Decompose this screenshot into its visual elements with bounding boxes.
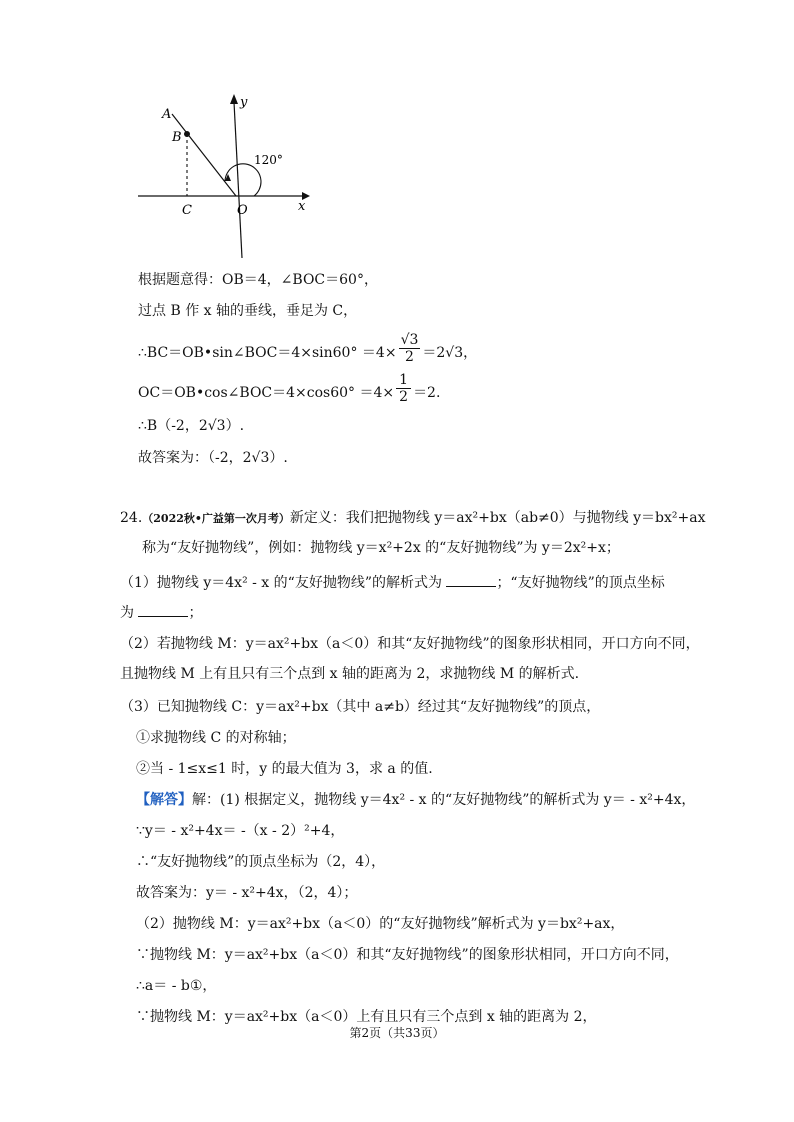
q1-text-a: （1）抛物线 y＝4x² - x 的“友好抛物线”的解析式为 [120,575,442,591]
solution-line-4 [138,372,440,408]
q1-text-b: ；“友好抛物线”的顶点坐标 [496,575,665,591]
solution-line-2: 过点 B 作 x 轴的垂线，垂足为 C， [138,303,358,319]
problem-number: 24. [120,510,143,526]
answer-line-3: ∴“友好抛物线”的顶点坐标为（2，4）， [136,854,386,870]
point-B [184,131,190,137]
solution-line-6: 故答案为：（-2，2√3）. [138,450,288,466]
question-3: （3）已知抛物线 C：y＝ax²+bx（其中 a≠b）经过其“友好抛物线”的顶点， [120,699,601,715]
question-2-line-1: （2）若抛物线 M：y＝ax²+bx（a＜0）和其“友好抛物线”的图象形状相同，开口方向不同， [120,636,700,652]
answer-tag: 【解答】 [136,792,192,808]
answer-line-8: ∵抛物线 M：y＝ax²+bx（a＜0）上有且只有三个点到 x 轴的距离为 2， [136,1009,597,1025]
answer-blank-1[interactable] [446,572,496,587]
fraction-numerator: √3 [400,332,419,348]
question-3-part-1: ①求抛物线 C 的对称轴； [136,730,296,746]
answer-line-1 [136,790,695,810]
y-axis [234,102,242,258]
line3-text: ∴BC＝OB•sin∠BOC＝4×sin60° ＝4× [138,344,397,361]
fraction-1-over-2 [396,372,411,405]
line4-text: OC＝OB•cos∠BOC＝4×cos60° ＝4× [138,384,395,401]
problem-source: （2022秋•广益第一次月考） [142,512,290,525]
coordinate-figure [130,88,320,260]
label-B: B [172,130,182,145]
solution-line-1: 根据题意得：OB＝4，∠BOC＝60°， [138,272,378,288]
question-1-line-1 [120,572,665,593]
problem-24-stem-1 [120,508,705,529]
answer-line-6: ∵抛物线 M：y＝ax²+bx（a＜0）和其“友好抛物线”的图象形状相同，开口方向不同， [136,947,679,963]
answer-line-4: 故答案为：y＝ - x²+4x，（2，4）； [136,885,358,901]
line3-result: ＝2√3， [422,344,478,361]
answer-line-5: （2）抛物线 M：y＝ax²+bx（a＜0）的“友好抛物线”解析式为 y＝bx²+ax， [136,916,625,932]
answer-line-7: ∴a＝ - b①， [136,978,217,994]
question-2-line-2: 且抛物线 M 上有且只有三个点到 x 轴的距离为 2，求抛物线 M 的解析式. [120,666,580,682]
question-1-line-2 [120,602,202,623]
line4-result: ＝2. [413,384,441,401]
label-y: y [240,95,248,110]
answer-text-1: 解：(1) 根据定义，抛物线 y＝4x² - x 的“友好抛物线”的解析式为 y＝ - x²+4x， [192,792,696,808]
problem-stem: 新定义：我们把抛物线 y＝ax²+bx（ab≠0）与抛物线 y＝bx²+ax [289,510,706,526]
y-axis-arrow [230,94,238,104]
label-O: O [237,203,248,218]
fraction-sqrt3-over-2 [399,332,421,365]
fraction-denominator: 2 [405,349,414,365]
solution-line-3 [138,332,477,368]
q1-text-d: ； [188,605,203,621]
angle-label: 120° [254,153,283,167]
solution-line-5: ∴B（-2，2√3）. [138,418,245,434]
question-3-part-2: ②当 - 1≤x≤1 时，y 的最大值为 3，求 a 的值. [136,761,433,777]
label-x: x [298,199,306,214]
answer-line-2: ∵y＝ - x²+4x＝ -（x - 2）²+4， [136,823,345,839]
fraction-numerator: 1 [396,372,411,389]
label-A: A [162,107,172,122]
label-C: C [182,203,192,218]
answer-blank-2[interactable] [138,602,188,617]
page-footer: 第2页（共33页） [349,1026,445,1040]
fraction-denominator: 2 [399,389,409,405]
ray-OA [172,114,236,196]
q1-text-c: 为 [120,605,134,621]
problem-24-stem-2: 称为“友好抛物线”，例如：抛物线 y＝x²+2x 的“友好抛物线”为 y＝2x²+x； [142,540,620,556]
